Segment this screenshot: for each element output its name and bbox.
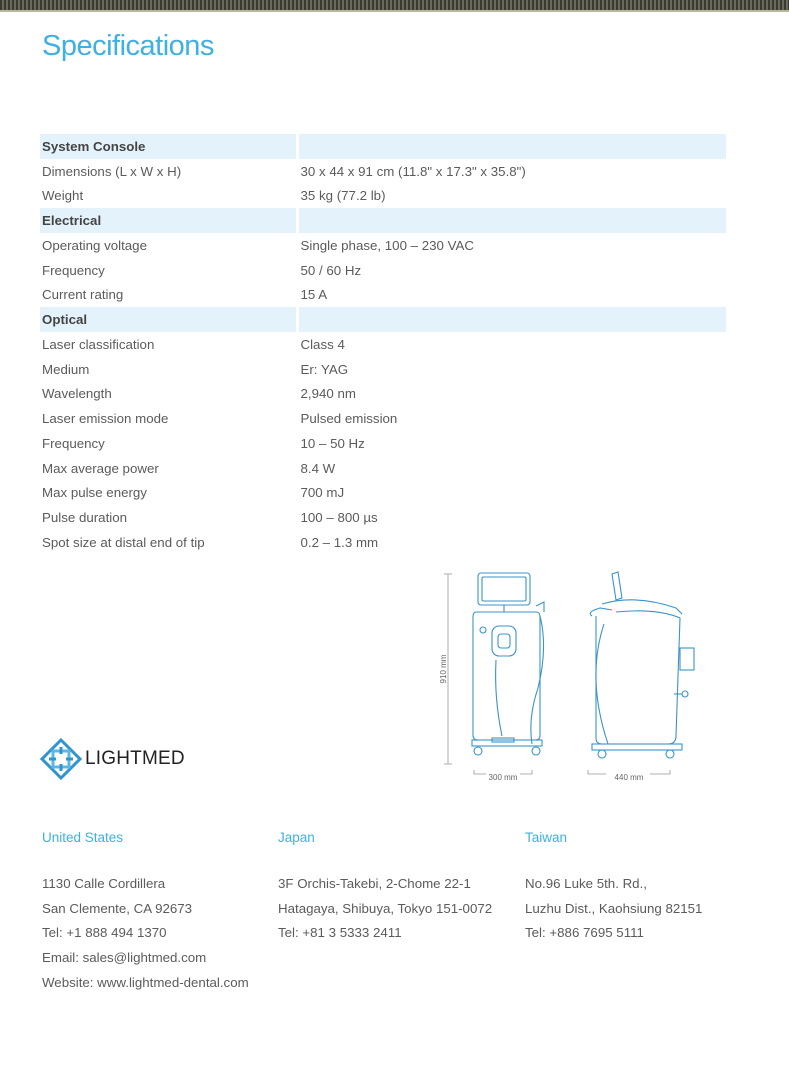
spec-value: 50 / 60 Hz <box>300 262 362 278</box>
table-row <box>40 530 726 555</box>
spec-value: Pulsed emission <box>300 411 398 427</box>
office-address-line: 1130 Calle Cordillera <box>42 876 166 891</box>
table-row <box>40 357 726 382</box>
specifications-table <box>40 134 726 555</box>
table-row <box>40 481 726 506</box>
spec-label: Operating voltage <box>42 237 147 253</box>
table-row <box>40 283 726 308</box>
spec-value: 2,940 nm <box>300 386 356 402</box>
office-website: Website: www.lightmed-dental.com <box>42 974 249 990</box>
spec-value: 700 mJ <box>300 485 345 501</box>
section-header-row <box>40 307 726 332</box>
spec-label: Medium <box>42 361 90 377</box>
table-row <box>40 456 726 481</box>
section-heading: Electrical <box>40 208 298 233</box>
spec-value: 100 – 800 µs <box>300 510 378 526</box>
spec-value: Class 4 <box>300 336 345 352</box>
table-row <box>40 431 726 456</box>
front-view-drawing <box>472 573 544 755</box>
office-address-line: San Clemente, CA 92673 <box>42 900 193 916</box>
spec-label: Laser classification <box>42 336 155 352</box>
spec-value: 0.2 – 1.3 mm <box>300 534 379 550</box>
side-view-drawing <box>590 572 694 758</box>
table-row <box>40 258 726 283</box>
section-header-row <box>40 208 726 233</box>
office-name: Taiwan <box>525 830 568 845</box>
office-address-line: Hatagaya, Shibuya, Tokyo 151-0072 <box>278 900 493 916</box>
device-dimension-diagram <box>436 568 706 786</box>
spec-label: Max pulse energy <box>42 485 147 501</box>
spec-value: Er: YAG <box>300 361 349 377</box>
office-address-line: Luzhu Dist., Kaohsiung 82151 <box>525 900 703 916</box>
logo-text: LIGHTMED <box>85 748 185 769</box>
spec-label: Current rating <box>42 287 124 303</box>
section-heading: Optical <box>40 307 298 332</box>
spec-label: Frequency <box>42 262 105 278</box>
spec-label: Frequency <box>42 435 105 451</box>
table-row <box>40 406 726 431</box>
lightmed-logo <box>40 738 185 780</box>
spec-label: Dimensions (L x W x H) <box>42 163 182 179</box>
office-phone: Tel: +81 3 5333 2411 <box>278 925 402 941</box>
table-row <box>40 382 726 407</box>
office-email: Email: sales@lightmed.com <box>42 950 207 966</box>
office-name: Japan <box>278 830 315 845</box>
spec-label: Pulse duration <box>42 510 128 526</box>
office-japan <box>278 830 492 946</box>
office-united-states <box>42 830 249 995</box>
top-decorative-bar <box>0 0 789 12</box>
spec-label: Wavelength <box>42 386 112 402</box>
spec-value: 15 A <box>300 287 328 303</box>
page-title: Specifications <box>42 30 214 62</box>
office-address-line: 3F Orchis-Takebi, 2-Chome 22-1 <box>278 876 471 891</box>
spec-label: Laser emission mode <box>42 411 169 427</box>
spec-value: 10 – 50 Hz <box>300 435 365 451</box>
office-taiwan <box>525 830 702 946</box>
section-header-row <box>40 134 726 159</box>
spec-value: Single phase, 100 – 230 VAC <box>300 237 474 253</box>
section-heading: System Console <box>40 134 298 159</box>
spec-value: 8.4 W <box>300 460 336 476</box>
table-row <box>40 159 726 184</box>
height-label: 910 mm <box>439 654 448 684</box>
table-row <box>40 332 726 357</box>
office-phone: Tel: +886 7695 5111 <box>525 925 644 941</box>
table-row <box>40 184 726 209</box>
spec-value: 30 x 44 x 91 cm (11.8" x 17.3" x 35.8") <box>300 163 526 179</box>
side-width-label: 440 mm <box>614 773 644 782</box>
table-row <box>40 233 726 258</box>
spec-value: 35 kg (77.2 lb) <box>300 188 386 204</box>
lightmed-logo-icon <box>40 738 82 780</box>
table-row <box>40 505 726 530</box>
spec-label: Weight <box>42 188 84 204</box>
office-address-line: No.96 Luke 5th. Rd., <box>525 876 647 891</box>
office-phone: Tel: +1 888 494 1370 <box>42 925 167 941</box>
office-name: United States <box>42 830 124 845</box>
spec-label: Spot size at distal end of tip <box>42 534 205 550</box>
front-width-label: 300 mm <box>488 773 518 782</box>
spec-label: Max average power <box>42 460 159 476</box>
